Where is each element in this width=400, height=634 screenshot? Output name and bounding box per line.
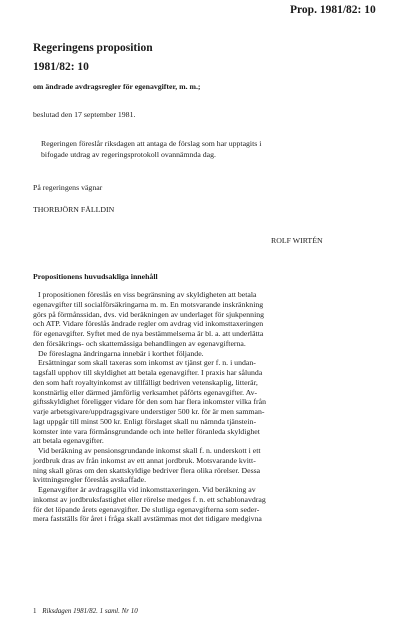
body-line: görs på förmånssidan, dvs. vid beräkningen av underlaget för sjukpenning <box>33 309 265 319</box>
intro-line: bifogade utdrag av regeringsprotokoll ovannämnda dag. <box>41 150 216 159</box>
footer-source: Riksdagen 1981/82. 1 saml. Nr 10 <box>42 607 138 615</box>
body-line: giftsskyldighet föreligger vidare för den som har flera inkomster vilka från <box>33 397 266 407</box>
signer-minister: ROLF WIRTÉN <box>271 236 323 245</box>
body-line: varje arbetsgivare/uppdragsgivare understiger 500 kr. för är men samman- <box>33 407 265 416</box>
body-line: den försäkrings- och skattemässiga behandlingen av egenavgifterna. <box>33 338 246 348</box>
body-line: att betala egenavgifter. <box>33 436 104 446</box>
body-line: för det löpande årets egenavgifter. De slutliga egenavgifterna som seder- <box>33 504 260 514</box>
body-line: Ersättningar som skall taxeras som inkomst av tjänst ger f. n. i undan- <box>38 358 256 368</box>
body-line: lagt uppgår till minst 500 kr. Enligt förslaget skall nu nämnda tjänstein- <box>33 416 257 426</box>
document-title: Regeringens proposition <box>33 42 153 54</box>
section-body <box>33 290 266 524</box>
section-heading: Propositionens huvudsakliga innehåll <box>33 272 158 281</box>
body-line: mera fastställs för året i fråga skall avstämmas mot det tidigare medgivna <box>33 514 262 524</box>
decision-date: beslutad den 17 september 1981. <box>33 110 136 119</box>
body-line: De föreslagna ändringarna innebär i korthet följande. <box>38 348 204 358</box>
document-subtitle: om ändrade avdragsregler för egenavgifter, m. m.; <box>33 82 201 91</box>
body-line: Vid beräkning av pensionsgrundande inkomst skall f. n. underskott i ett <box>38 446 261 455</box>
page-footer <box>33 607 138 615</box>
body-line: egenavgifter till socialförsäkringarna m. m. En motsvarande inskränkning <box>33 299 264 309</box>
on-behalf-line: På regeringens vägnar <box>33 183 103 192</box>
folio-number: 1 <box>33 607 37 615</box>
body-line: konstnärlig eller därmed jämförlig verksamhet påförts egenavgifter. Av- <box>33 387 258 397</box>
signer-prime-minister: THORBJÖRN FÄLLDIN <box>33 205 115 214</box>
body-line: ning skall göras om den skattskyldige bedriver flera olika rörelser. Dessa <box>33 465 261 475</box>
body-line: den som haft royaltyinkomst av tillfälligt bedriven vetenskaplig, litterär, <box>33 377 258 387</box>
intro-line: Regeringen föreslår riksdagen att antaga de förslag som har upptagits i <box>41 139 262 148</box>
body-line: inkomst av jordbruksfastighet eller rörelse medges f. n. ett schablonavdrag <box>33 494 266 504</box>
body-line: I propositionen föreslås en viss begränsning av skyldigheten att betala <box>38 290 257 299</box>
intro-paragraph <box>41 138 361 160</box>
body-line: kvittningsregler föreslås avskaffade. <box>33 475 147 485</box>
body-line: jordbruk dras av från inkomst av ett annat jordbruk. Motsvarande kvitt- <box>33 455 256 465</box>
document-number: 1981/82: 10 <box>33 61 89 73</box>
body-line: Egenavgifter är avdragsgilla vid inkomsttaxeringen. Vid beräkning av <box>38 485 256 494</box>
proposition-number: Prop. 1981/82: 10 <box>290 4 376 16</box>
body-line: komster inte vara förmånsgrundande och inte heller föranleda skyldighet <box>33 426 260 436</box>
body-line: tagsfall upphov till skyldighet att betala egenavgifter. I praxis har sålunda <box>33 368 263 377</box>
body-line: för egenavgifter. Syftet med de nya bestämmelserna är bl. a. att underlätta <box>33 329 264 338</box>
body-line: och ATP. Vidare föreslås ändrade regler om avdrag vid inkomsttaxeringen <box>33 319 264 329</box>
